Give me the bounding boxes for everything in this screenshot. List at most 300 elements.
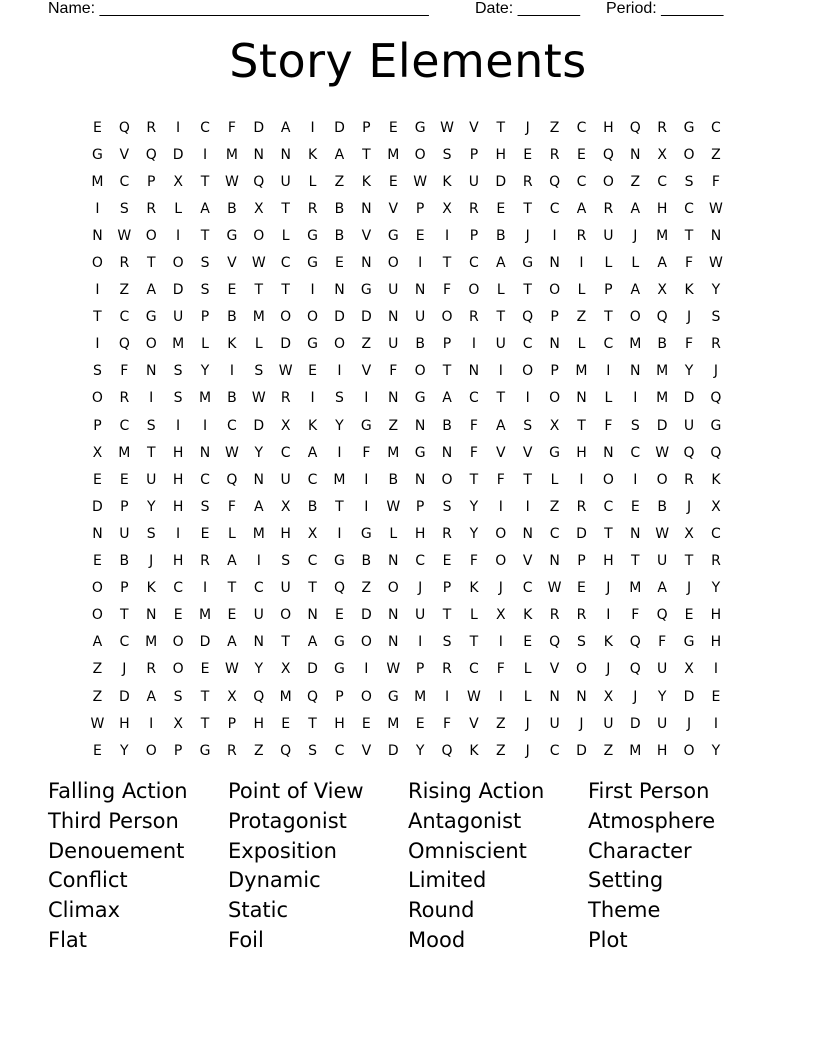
grid-letter: R bbox=[119, 390, 130, 407]
grid-letter: V bbox=[227, 255, 237, 272]
grid-letter: V bbox=[388, 200, 399, 217]
grid-letter: Y bbox=[711, 742, 721, 759]
grid-letter: Q bbox=[441, 742, 453, 759]
grid-letter: T bbox=[523, 200, 532, 217]
grid-letter: N bbox=[603, 444, 614, 461]
grid-letter: R bbox=[684, 471, 694, 488]
grid-letter: T bbox=[362, 146, 371, 163]
grid-letter: L bbox=[550, 471, 559, 488]
grid-letter: X bbox=[603, 688, 614, 705]
grid-letter: N bbox=[576, 688, 587, 705]
grid-letter: A bbox=[200, 200, 210, 217]
grid-letter: E bbox=[173, 607, 183, 624]
grid-letter: I bbox=[498, 363, 503, 380]
grid-letter: U bbox=[468, 173, 480, 190]
grid-letter: R bbox=[307, 200, 318, 217]
grid-letter: H bbox=[172, 444, 184, 461]
grid-letter: T bbox=[146, 444, 156, 461]
grid-letter: W bbox=[224, 444, 239, 461]
grid-letter: F bbox=[442, 282, 452, 299]
grid-letter: R bbox=[469, 309, 479, 326]
grid-letter: U bbox=[657, 661, 668, 678]
grid-letter: S bbox=[442, 498, 452, 515]
grid-letter: F bbox=[496, 471, 505, 488]
grid-letter: I bbox=[176, 417, 181, 434]
grid-letter: C bbox=[334, 742, 345, 759]
grid-letter: O bbox=[683, 742, 695, 759]
grid-letter: S bbox=[577, 634, 586, 651]
page-title: Story Elements bbox=[229, 34, 587, 88]
grid-letter: D bbox=[307, 661, 318, 678]
grid-letter: O bbox=[522, 363, 534, 380]
grid-letter: B bbox=[334, 200, 345, 217]
grid-letter: V bbox=[361, 742, 372, 759]
grid-letter: K bbox=[711, 471, 721, 488]
grid-letter: D bbox=[172, 282, 184, 299]
word-list bbox=[48, 779, 768, 958]
grid-letter: C bbox=[469, 661, 479, 678]
word-list-item: Atmosphere bbox=[588, 808, 716, 833]
grid-letter: J bbox=[606, 580, 611, 597]
grid-letter: L bbox=[308, 173, 317, 190]
word-list-item: Rising Action bbox=[408, 779, 545, 803]
grid-letter: C bbox=[630, 444, 641, 461]
grid-letter: I bbox=[149, 390, 154, 407]
grid-letter: D bbox=[92, 498, 103, 515]
grid-letter: C bbox=[603, 498, 614, 515]
grid-letter: O bbox=[441, 471, 453, 488]
grid-letter: Y bbox=[415, 742, 425, 759]
grid-letter: M bbox=[387, 444, 400, 461]
grid-letter: R bbox=[442, 525, 452, 542]
grid-letter: O bbox=[602, 173, 614, 190]
grid-letter: J bbox=[122, 661, 127, 678]
grid-letter: D bbox=[656, 417, 668, 434]
grid-letter: W bbox=[90, 715, 105, 732]
grid-letter: D bbox=[334, 119, 345, 136]
grid-letter: N bbox=[388, 553, 399, 570]
grid-letter: E bbox=[200, 661, 210, 678]
grid-letter: U bbox=[603, 715, 614, 732]
word-list-item: Character bbox=[588, 838, 692, 863]
grid-letter: T bbox=[469, 471, 479, 488]
grid-letter: A bbox=[630, 200, 641, 217]
grid-letter: V bbox=[496, 444, 506, 461]
grid-letter: O bbox=[172, 634, 184, 651]
grid-letter: T bbox=[200, 173, 210, 190]
grid-letter: B bbox=[657, 498, 667, 515]
grid-letter: F bbox=[631, 607, 640, 624]
grid-letter: L bbox=[523, 661, 532, 678]
grid-letter: L bbox=[201, 336, 209, 353]
grid-letter: G bbox=[360, 282, 372, 299]
grid-letter: S bbox=[173, 688, 183, 705]
grid-letter: A bbox=[576, 200, 587, 217]
grid-letter: T bbox=[604, 525, 613, 542]
grid-letter: I bbox=[95, 336, 100, 353]
grid-letter: R bbox=[469, 200, 479, 217]
grid-letter: G bbox=[683, 119, 695, 136]
grid-letter: A bbox=[657, 255, 667, 272]
grid-letter: C bbox=[684, 200, 694, 217]
grid-letter: X bbox=[280, 417, 291, 434]
grid-letter: H bbox=[656, 742, 668, 759]
grid-letter: I bbox=[364, 390, 369, 407]
grid-letter: G bbox=[710, 417, 722, 434]
grid-letter: Y bbox=[254, 661, 264, 678]
grid-letter: E bbox=[308, 363, 317, 380]
grid-letter: O bbox=[387, 255, 399, 272]
grid-letter: T bbox=[442, 255, 452, 272]
grid-letter: X bbox=[684, 661, 694, 678]
grid-letter: C bbox=[549, 742, 560, 759]
grid-letter: G bbox=[307, 336, 318, 353]
grid-letter: I bbox=[202, 146, 208, 163]
grid-letter: A bbox=[307, 444, 318, 461]
grid-letter: N bbox=[522, 525, 533, 542]
grid-letter: I bbox=[579, 471, 584, 488]
word-list-item: Conflict bbox=[48, 868, 128, 893]
grid-letter: M bbox=[575, 363, 588, 380]
grid-letter: T bbox=[496, 119, 506, 136]
grid-letter: A bbox=[442, 390, 452, 407]
grid-letter: H bbox=[280, 525, 291, 542]
grid-letter: W bbox=[386, 498, 401, 515]
grid-letter: A bbox=[254, 498, 264, 515]
grid-letter: F bbox=[362, 444, 371, 461]
grid-letter: E bbox=[577, 580, 586, 597]
word-list-item: Falling Action bbox=[48, 779, 188, 803]
grid-letter: Z bbox=[630, 173, 641, 190]
grid-letter: J bbox=[686, 580, 692, 597]
grid-letter: C bbox=[549, 525, 560, 542]
grid-letter: M bbox=[629, 580, 642, 597]
grid-letter: E bbox=[442, 553, 452, 570]
grid-letter: J bbox=[633, 227, 638, 244]
grid-letter: Q bbox=[307, 688, 319, 705]
grid-letter: N bbox=[253, 146, 265, 163]
grid-letter: L bbox=[496, 282, 505, 299]
grid-letter: E bbox=[415, 227, 425, 244]
grid-letter: M bbox=[91, 173, 104, 190]
grid-letter: M bbox=[656, 390, 669, 407]
grid-letter: E bbox=[577, 146, 586, 163]
grid-letter: U bbox=[683, 417, 695, 434]
grid-letter: G bbox=[549, 444, 561, 461]
grid-letter: V bbox=[469, 119, 479, 136]
grid-letter: I bbox=[149, 715, 154, 732]
grid-letter: A bbox=[227, 634, 237, 651]
grid-letter: F bbox=[711, 173, 720, 190]
grid-letter: T bbox=[120, 607, 129, 624]
grid-letter: C bbox=[469, 255, 479, 272]
grid-letter: A bbox=[307, 634, 318, 651]
grid-letter: M bbox=[629, 336, 642, 353]
grid-letter: E bbox=[200, 525, 210, 542]
grid-letter: T bbox=[496, 390, 506, 407]
grid-letter: F bbox=[469, 444, 478, 461]
grid-letter: A bbox=[146, 282, 157, 299]
word-list-item: Setting bbox=[588, 868, 664, 893]
grid-letter: S bbox=[146, 525, 156, 542]
grid-letter: D bbox=[360, 309, 372, 326]
grid-letter: G bbox=[145, 309, 157, 326]
grid-letter: Z bbox=[576, 309, 587, 326]
grid-letter: Y bbox=[120, 742, 129, 759]
grid-letter: F bbox=[227, 119, 236, 136]
grid-letter: O bbox=[441, 309, 453, 326]
grid-letter: X bbox=[307, 525, 318, 542]
grid-letter: N bbox=[388, 634, 399, 651]
grid-letter: N bbox=[361, 255, 372, 272]
grid-letter: D bbox=[629, 715, 641, 732]
grid-letter: D bbox=[387, 742, 399, 759]
grid-letter: C bbox=[307, 471, 318, 488]
grid-letter: I bbox=[337, 363, 342, 380]
grid-letter: I bbox=[310, 119, 315, 136]
grid-letter: Q bbox=[602, 146, 614, 163]
grid-letter: M bbox=[656, 363, 669, 380]
grid-letter: R bbox=[227, 742, 237, 759]
word-list-item: Static bbox=[228, 898, 289, 923]
grid-letter: N bbox=[253, 634, 265, 651]
grid-letter: R bbox=[200, 553, 210, 570]
grid-letter: U bbox=[657, 553, 668, 570]
grid-letter: I bbox=[713, 661, 718, 678]
grid-letter: H bbox=[334, 715, 345, 732]
grid-letter: P bbox=[120, 498, 129, 515]
grid-letter: V bbox=[522, 553, 533, 570]
grid-letter: R bbox=[549, 146, 560, 163]
grid-letter: G bbox=[334, 661, 345, 678]
grid-letter: C bbox=[522, 336, 533, 353]
grid-letter: B bbox=[415, 336, 425, 353]
grid-letter: I bbox=[633, 471, 638, 488]
grid-letter: F bbox=[120, 363, 129, 380]
grid-letter: G bbox=[387, 688, 399, 705]
grid-letter: X bbox=[711, 498, 721, 515]
grid-letter: N bbox=[145, 363, 157, 380]
grid-letter: H bbox=[603, 553, 614, 570]
grid-letter: K bbox=[361, 173, 371, 190]
grid-letter: W bbox=[251, 390, 266, 407]
grid-letter: X bbox=[684, 525, 694, 542]
grid-letter: I bbox=[95, 282, 100, 299]
grid-letter: C bbox=[522, 580, 533, 597]
grid-letter: M bbox=[252, 525, 265, 542]
grid-letter: F bbox=[685, 336, 694, 353]
grid-letter: W bbox=[709, 200, 723, 217]
word-list-item: Mood bbox=[408, 927, 466, 952]
grid-letter: O bbox=[145, 742, 157, 759]
grid-letter: E bbox=[361, 715, 371, 732]
grid-letter: U bbox=[172, 309, 184, 326]
grid-letter: P bbox=[335, 688, 344, 705]
grid-letter: E bbox=[415, 715, 425, 732]
grid-letter: R bbox=[657, 119, 668, 136]
grid-letter: T bbox=[281, 282, 290, 299]
grid-letter: N bbox=[145, 607, 157, 624]
grid-letter: F bbox=[389, 363, 398, 380]
grid-letter: P bbox=[550, 309, 559, 326]
grid-letter: O bbox=[145, 227, 157, 244]
grid-letter: O bbox=[307, 309, 319, 326]
grid-letter: A bbox=[496, 417, 506, 434]
grid-letter: T bbox=[523, 471, 532, 488]
grid-letter: M bbox=[656, 227, 669, 244]
grid-letter: P bbox=[147, 173, 156, 190]
grid-letter: C bbox=[657, 173, 668, 190]
grid-letter: Z bbox=[92, 688, 103, 705]
grid-letter: P bbox=[200, 309, 210, 326]
word-list-item: Round bbox=[408, 898, 475, 923]
grid-letter: Q bbox=[549, 634, 561, 651]
grid-letter: F bbox=[469, 417, 478, 434]
grid-letter: O bbox=[468, 282, 480, 299]
grid-letter: R bbox=[522, 173, 533, 190]
grid-letter: S bbox=[173, 390, 183, 407]
grid-letter: E bbox=[523, 146, 533, 163]
grid-letter: W bbox=[251, 255, 266, 272]
grid-letter: O bbox=[414, 146, 426, 163]
word-list-item: First Person bbox=[588, 779, 710, 803]
grid-letter: H bbox=[710, 634, 722, 651]
grid-letter: E bbox=[630, 498, 640, 515]
grid-letter: U bbox=[146, 471, 157, 488]
grid-letter: C bbox=[227, 417, 237, 434]
grid-letter: I bbox=[202, 580, 208, 597]
grid-letter: N bbox=[388, 309, 399, 326]
grid-letter: E bbox=[93, 471, 102, 488]
grid-letter: J bbox=[579, 715, 584, 732]
grid-letter: T bbox=[93, 309, 102, 326]
grid-letter: K bbox=[469, 580, 479, 597]
grid-letter: C bbox=[415, 553, 426, 570]
grid-letter: H bbox=[710, 607, 722, 624]
grid-letter: E bbox=[227, 282, 237, 299]
grid-letter: G bbox=[226, 227, 238, 244]
grid-letter: Z bbox=[361, 336, 372, 353]
grid-letter: J bbox=[525, 742, 530, 759]
grid-letter: R bbox=[711, 336, 721, 353]
grid-letter: U bbox=[253, 607, 264, 624]
grid-letter: N bbox=[710, 227, 722, 244]
grid-letter: R bbox=[146, 200, 157, 217]
grid-letter: S bbox=[93, 363, 102, 380]
grid-letter: R bbox=[146, 119, 157, 136]
grid-letter: O bbox=[656, 471, 668, 488]
grid-letter: P bbox=[604, 282, 613, 299]
grid-letter: N bbox=[92, 525, 103, 542]
grid-letter: E bbox=[93, 553, 102, 570]
grid-letter: W bbox=[547, 580, 562, 597]
grid-letter: C bbox=[119, 634, 130, 651]
grid-letter: U bbox=[495, 336, 506, 353]
grid-letter: I bbox=[176, 525, 181, 542]
grid-letter: B bbox=[388, 471, 399, 488]
grid-letter: K bbox=[684, 282, 694, 299]
grid-letter: N bbox=[92, 227, 103, 244]
grid-letter: X bbox=[280, 661, 291, 678]
grid-letter: N bbox=[280, 146, 291, 163]
grid-letter: I bbox=[176, 227, 181, 244]
grid-letter: M bbox=[145, 634, 158, 651]
grid-letter: Y bbox=[200, 363, 210, 380]
grid-letter: Z bbox=[361, 580, 372, 597]
name-field-label: Name: _____________________________________ bbox=[48, 0, 429, 17]
grid-letter: T bbox=[577, 417, 586, 434]
grid-letter: Q bbox=[118, 119, 130, 136]
grid-letter: R bbox=[146, 661, 157, 678]
grid-letter: G bbox=[307, 255, 318, 272]
word-list-item: Third Person bbox=[48, 808, 179, 833]
grid-letter: Q bbox=[226, 471, 238, 488]
grid-letter: C bbox=[549, 200, 560, 217]
grid-letter: X bbox=[280, 498, 291, 515]
grid-letter: H bbox=[656, 200, 668, 217]
grid-letter: O bbox=[495, 553, 507, 570]
grid-letter: G bbox=[414, 390, 426, 407]
grid-letter: O bbox=[280, 607, 292, 624]
grid-letter: I bbox=[444, 227, 450, 244]
grid-letter: F bbox=[604, 417, 613, 434]
grid-letter: C bbox=[576, 119, 587, 136]
grid-letter: U bbox=[119, 525, 130, 542]
grid-letter: B bbox=[227, 309, 237, 326]
grid-letter: Q bbox=[710, 444, 722, 461]
grid-letter: E bbox=[335, 607, 344, 624]
grid-letter: E bbox=[711, 688, 721, 705]
grid-letter: I bbox=[337, 525, 342, 542]
grid-letter: O bbox=[549, 390, 561, 407]
grid-letter: N bbox=[414, 417, 426, 434]
grid-letter: K bbox=[603, 634, 613, 651]
grid-letter: N bbox=[630, 525, 641, 542]
grid-letter: D bbox=[360, 607, 372, 624]
grid-letter: K bbox=[146, 580, 156, 597]
grid-letter: I bbox=[364, 471, 369, 488]
grid-letter: M bbox=[387, 146, 400, 163]
grid-letter: K bbox=[307, 146, 318, 163]
grid-letter: J bbox=[525, 715, 530, 732]
grid-letter: I bbox=[579, 255, 584, 272]
grid-letter: B bbox=[307, 498, 318, 515]
grid-letter: V bbox=[361, 363, 372, 380]
grid-letter: O bbox=[360, 634, 372, 651]
grid-letter: S bbox=[684, 173, 694, 190]
grid-letter: T bbox=[281, 200, 290, 217]
grid-letter: V bbox=[522, 444, 533, 461]
grid-letter: U bbox=[657, 715, 668, 732]
word-list-item: Theme bbox=[588, 898, 661, 923]
grid-letter: X bbox=[442, 200, 452, 217]
grid-letter: D bbox=[199, 634, 211, 651]
grid-letter: Z bbox=[496, 742, 506, 759]
grid-letter: J bbox=[606, 661, 611, 678]
grid-letter: I bbox=[525, 390, 530, 407]
grid-letter: T bbox=[496, 309, 506, 326]
grid-letter: I bbox=[95, 200, 100, 217]
grid-letter: I bbox=[471, 336, 476, 353]
grid-letter: X bbox=[657, 282, 667, 299]
word-list-item: Climax bbox=[48, 898, 121, 923]
grid-letter: A bbox=[280, 119, 291, 136]
grid-letter: G bbox=[387, 227, 399, 244]
grid-letter: L bbox=[227, 525, 236, 542]
grid-letter: O bbox=[414, 363, 426, 380]
grid-letter: G bbox=[683, 634, 695, 651]
grid-letter: U bbox=[603, 227, 614, 244]
